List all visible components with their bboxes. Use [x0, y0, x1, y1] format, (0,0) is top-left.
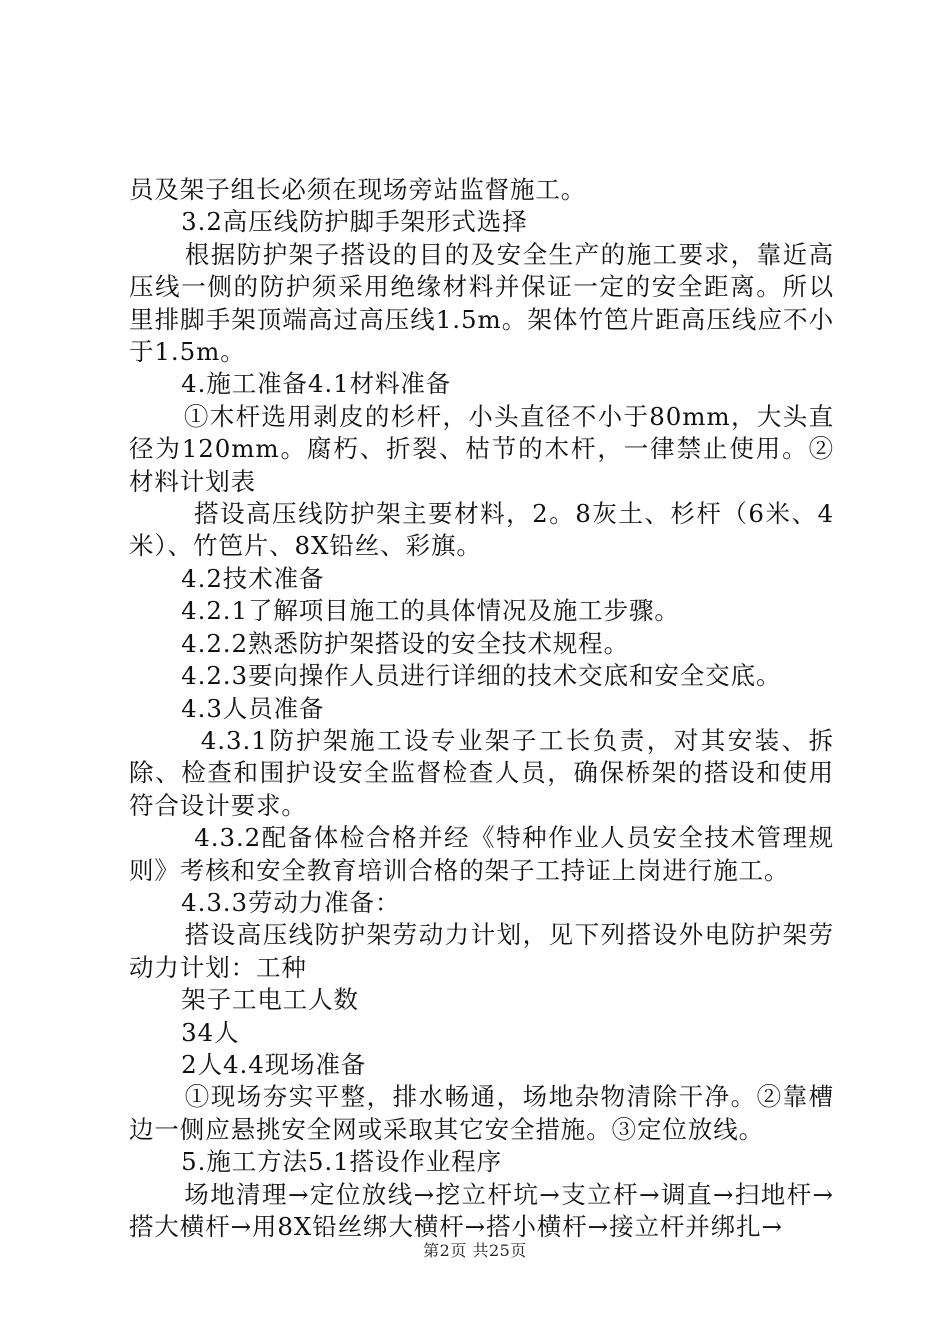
- section-heading: 4.3人员准备: [129, 693, 325, 723]
- paragraph: 4.3.2配备体检合格并经《特种作业人员安全技术管理规则》考核和安全教育培训合格的架子工持证上岗进行施工。: [129, 823, 834, 885]
- paragraph: 搭设高压线防护架劳动力计划，见下列搭设外电防护架劳动力计划：工种: [129, 920, 834, 982]
- paragraph: 架子工电工人数: [129, 985, 359, 1015]
- paragraph: 根据防护架子搭设的目的及安全生产的施工要求，靠近高压线一侧的防护须采用绝缘材料并保证一定的安全距离。所以里排脚手架顶端高过高压线1.5m。架体竹笆片距高压线应不小于1.5m。: [129, 239, 834, 367]
- section-heading: 3.2高压线防护脚手架形式选择: [129, 207, 528, 237]
- paragraph: 4.2.2熟悉防护架搭设的安全技术规程。: [129, 628, 629, 658]
- paragraph: 4.2.1了解项目施工的具体情况及施工步骤。: [129, 596, 680, 626]
- page-footer: 第2页 共25页: [423, 1241, 527, 1260]
- paragraph: ①现场夯实平整，排水畅通，场地杂物清除干净。②靠槽边一侧应悬挑安全网或采取其它安全措施。③定位放线。: [129, 1082, 834, 1144]
- paragraph: 场地清理→定位放线→挖立杆坑→支立杆→调直→扫地杆→搭大横杆→用8X铅丝绑大横杆→搭小横杆→接立杆并绑扎→: [129, 1179, 834, 1241]
- paragraph: 4.2.3要向操作人员进行详细的技术交底和安全交底。: [129, 661, 782, 691]
- section-heading: 4.2技术准备: [129, 563, 325, 593]
- section-heading: 5.施工方法5.1搭设作业程序: [129, 1147, 502, 1177]
- paragraph: 2人4.4现场准备: [129, 1049, 367, 1079]
- section-heading: 4.3.3劳动力准备：: [129, 887, 401, 917]
- paragraph: 34人: [129, 1017, 240, 1047]
- section-heading: 4.施工准备4.1材料准备: [129, 369, 452, 399]
- paragraph: ①木杆选用剥皮的杉杆，小头直径不小于80mm，大头直径为120mm。腐朽、折裂、枯节的木杆，一律禁止使用。②材料计划表: [129, 401, 834, 496]
- paragraph: 搭设高压线防护架主要材料，2。8灰土、杉杆（6米、4米）、竹笆片、8X铅丝、彩旗。: [129, 499, 834, 561]
- paragraph: 4.3.1防护架施工设专业架子工长负责，对其安装、拆除、检查和围护设安全监督检查人员，确保桥架的搭设和使用符合设计要求。: [129, 725, 834, 820]
- document-body: [129, 174, 834, 1243]
- paragraph: 员及架子组长必须在现场旁站监督施工。: [129, 175, 587, 204]
